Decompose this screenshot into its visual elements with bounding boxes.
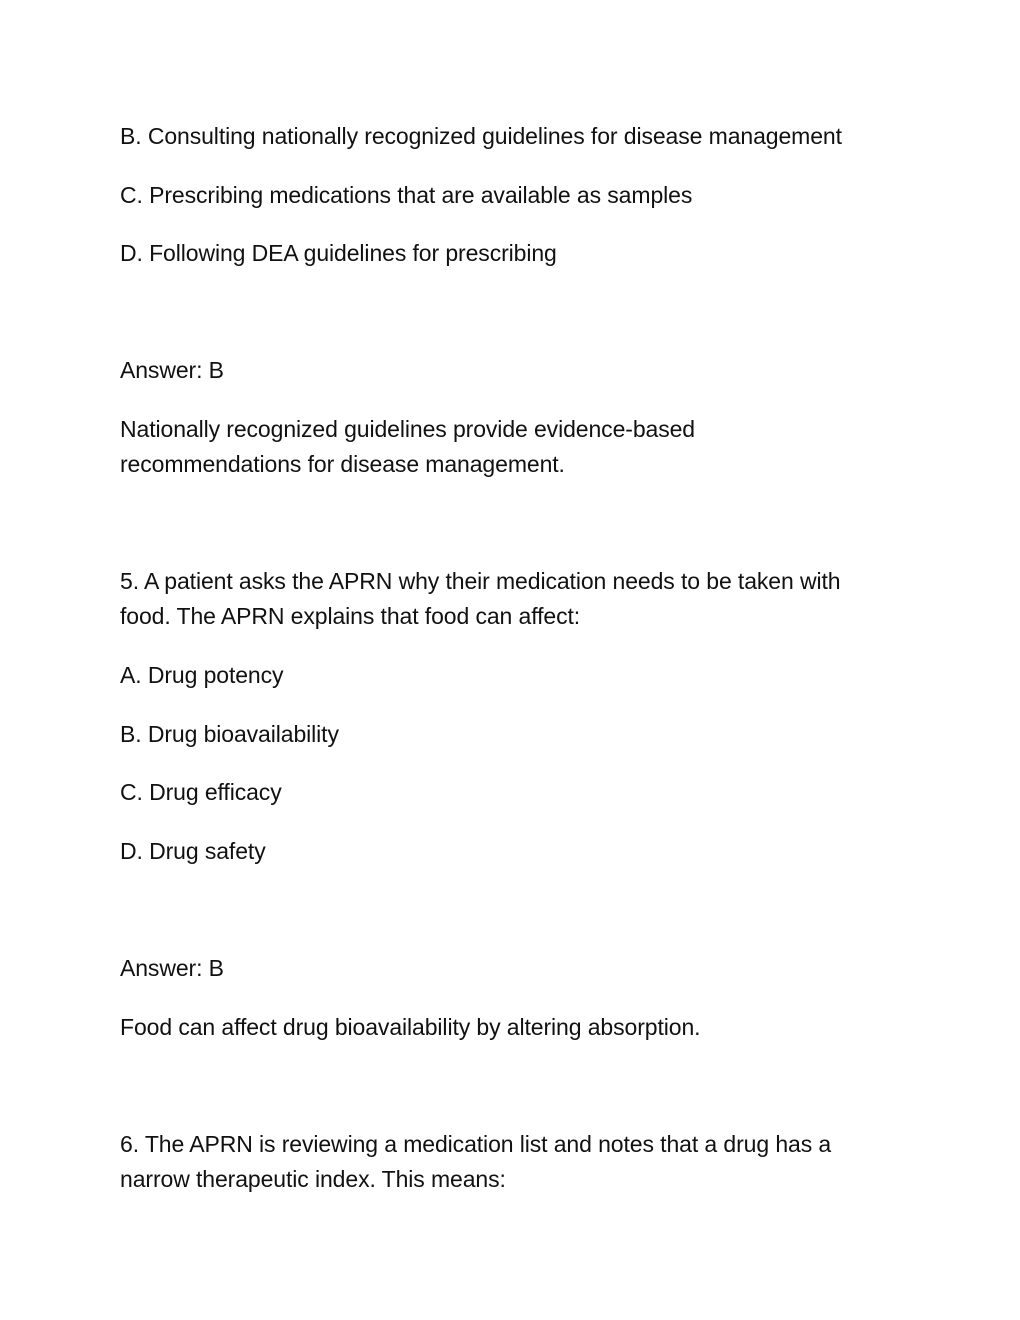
- q5-stem-line-2: food. The APRN explains that food can affect:: [120, 603, 581, 629]
- q4-answer: Answer: B: [120, 357, 224, 383]
- q5-option-d: D. Drug safety: [120, 838, 266, 864]
- q4-option-c: C. Prescribing medications that are available as samples: [120, 182, 693, 208]
- q5-option-c: C. Drug efficacy: [120, 779, 282, 805]
- q5-stem-line-1: 5. A patient asks the APRN why their medication needs to be taken with: [120, 568, 841, 594]
- q5-explanation: Food can affect drug bioavailability by altering absorption.: [120, 1014, 701, 1040]
- q4-option-d: D. Following DEA guidelines for prescribing: [120, 240, 557, 266]
- q4-option-b: B. Consulting nationally recognized guidelines for disease management: [120, 123, 842, 149]
- q5-answer: Answer: B: [120, 955, 224, 981]
- q5-option-a: A. Drug potency: [120, 662, 284, 688]
- q4-explanation-line-2: recommendations for disease management.: [120, 451, 565, 477]
- q6-stem-line-2: narrow therapeutic index. This means:: [120, 1166, 506, 1192]
- q4-explanation-line-1: Nationally recognized guidelines provide evidence-based: [120, 416, 695, 442]
- q6-stem-line-1: 6. The APRN is reviewing a medication list and notes that a drug has a: [120, 1131, 832, 1157]
- q5-option-b: B. Drug bioavailability: [120, 721, 339, 747]
